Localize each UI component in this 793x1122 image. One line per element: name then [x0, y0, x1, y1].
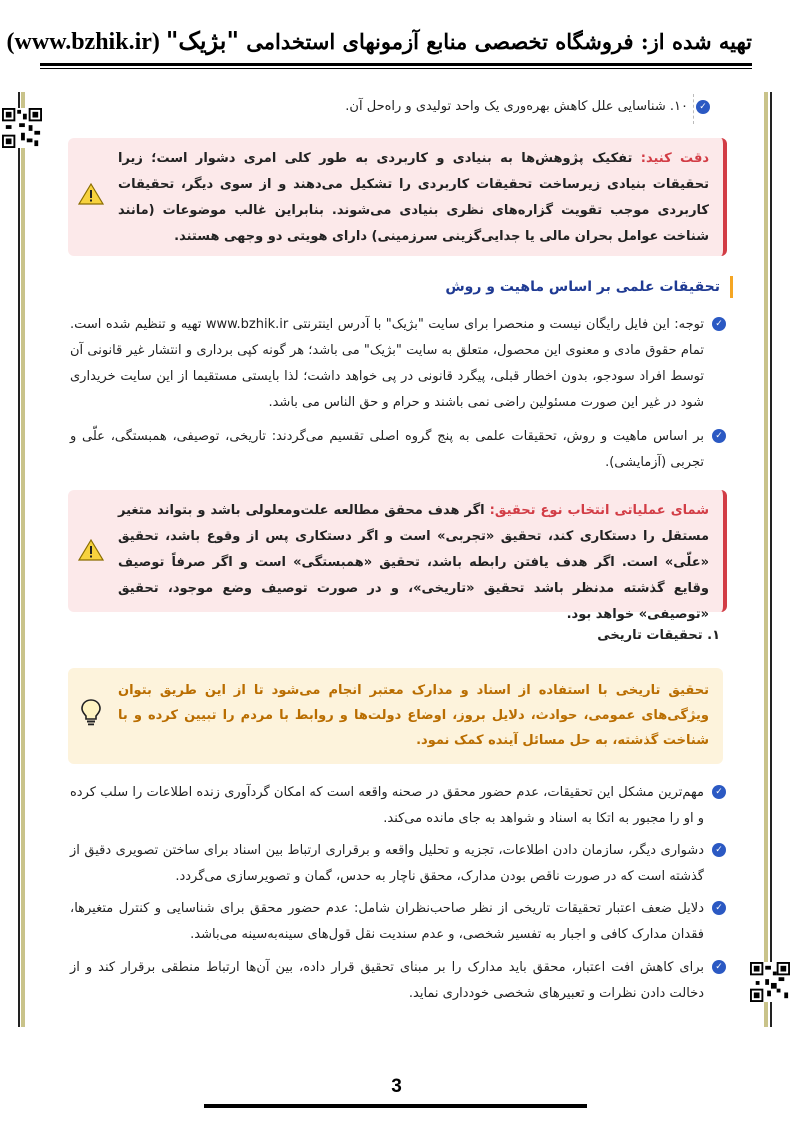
list-item: [70, 312, 726, 416]
warning-body: تفکیک پژوهش‌ها به بنیادی و کاربردی به طور کلی امری دشوار است؛ زیرا تحقیقات بنیادی زیرساخت تحقیقات کاربردی را تشکیل می‌دهند و از سوی دیگر، تحقیقات کاربردی موجب تقویت گزاره‌های نظری بنیادی می‌شوند. بنابراین غالب موضوعات (مانند شناخت عوامل بحران مالی یا جدایی‌گزینی سرزمینی) دارای هویتی دو وجهی هستند.: [118, 151, 709, 244]
left-margin-line: [18, 92, 20, 1027]
warning-label: شمای عملیاتی انتخاب نوع تحقیق:: [489, 503, 709, 518]
right-margin-line: [770, 92, 772, 1027]
list-item-text: بر اساس ماهیت و روش، تحقیقات علمی به پنج گروه اصلی تقسیم می‌گردند: تاریخی، توصیفی، همبستگی، علّی و تجربی (آزمایشی).: [70, 429, 704, 470]
list-item: [70, 896, 726, 948]
section-title: تحقیقات علمی بر اساس ماهیت و روش: [200, 276, 733, 298]
warning-box: [68, 490, 727, 622]
list-item: [70, 424, 726, 476]
warning-icon: [78, 182, 104, 206]
warning-label: دقت کنید:: [640, 151, 710, 166]
header-rule: [40, 63, 752, 66]
qr-code-icon: [750, 962, 790, 1002]
lightbulb-icon: [80, 698, 102, 726]
list-item-text: دلایل ضعف اعتبار تحقیقات تاریخی از نظر صاحب‌نظران شامل: عدم حضور محقق برای شناسایی و کنترل متغیرها، فقدان مدارک کافی و اجبار به تفسیر شخصی، و عدم سندیت نقل قول‌های سینه‌به‌سینه می‌باشد.: [70, 901, 704, 942]
page-number: 3: [391, 1076, 402, 1097]
right-margin-bar: [764, 92, 768, 1027]
check-icon: ✓: [696, 100, 710, 114]
header-url: (www.bzhik.ir): [6, 29, 166, 55]
header-prefix: تهیه شده از: فروشگاه تخصصی منابع آزمونهای استخدامی: [238, 29, 752, 54]
footer-rule: [204, 1104, 587, 1108]
list-item-text: برای کاهش افت اعتبار، محقق باید مدارک را بر مبنای تحقیق قرار داده، بین آن‌ها ارتباط منطقی برقرار کند و از دخالت دادن نظرات و تعبیرهای شخصی خودداری نماید.: [70, 960, 704, 1001]
list-item-text: ۱۰. شناسایی علل کاهش بهره‌وری یک واحد تولیدی و راه‌حل آن.: [345, 99, 688, 114]
list-item: [70, 955, 726, 1007]
header-rule-thin: [40, 68, 752, 69]
list-item: [70, 838, 726, 890]
check-icon: ✓: [712, 429, 726, 443]
check-icon: ✓: [712, 960, 726, 974]
check-icon: ✓: [712, 843, 726, 857]
warning-box: [68, 138, 727, 256]
warning-body: اگر هدف محقق مطالعه علت‌ومعلولی باشد و بتواند متغیر مستقل را دستکاری کند، تحقیق «تجربی» است و اگر دستکاری پس از وقوع باشد، تحقیق «علّی» است. اگر هدف یافتن رابطه باشد، تحقیق «همبستگی» است و اگر صرفاً توصیف وقایع گذشته مدنظر باشد تحقیق «تاریخی»، و در صورت توصیف وضع موجود، تحقیق «توصیفی» خواهد بود.: [118, 503, 709, 622]
list-item-text: توجه: این فایل رایگان نیست و منحصرا برای سایت "بژیک" با آدرس اینترنتی www.bzhik.ir تهیه و تنظیم شده است. تمام حقوق مادی و معنوی این محصول، متعلق به سایت "بژیک" می باشد؛ هر گونه کپی برداری و انتشار غیر قانونی آن توسط افراد سودجو، بدون اخطار قبلی، پیگرد قانونی در پی خواهد داشت؛ لذا بایستی مستقیما از این سایت خریداری شود در غیر این صورت مسئولین راضی نمی باشند و حرام و حق الناس می باشد.: [70, 317, 704, 410]
tip-box: [68, 668, 723, 764]
warning-text: [118, 146, 709, 250]
check-icon: ✓: [712, 317, 726, 331]
subsection-title: ۱. تحقیقات تاریخی: [597, 628, 720, 643]
page-header: [6, 26, 752, 60]
qr-code-icon: [2, 108, 42, 148]
check-icon: ✓: [712, 901, 726, 915]
warning-icon: [78, 538, 104, 562]
header-brand: "بژیک": [165, 26, 239, 55]
list-item-text: مهم‌ترین مشکل این تحقیقات، عدم حضور محقق در صحنه واقعه است که امکان گردآوری زنده اطلاعات را سلب کرده و او را مجبور به اتکا به اسناد و شواهد به جای مانده می‌کند.: [70, 785, 704, 826]
list-item: [300, 96, 710, 118]
list-item-text: دشواری دیگر، سازمان دادن اطلاعات، تجزیه و تحلیل واقعه و برقراری ارتباط بین اسناد برای ساختن تصویری دقیق از گذشته است که در صورت ناقص بودن مدارک، محقق ناچار به حدس، گمان و تصویرسازی می‌گردد.: [70, 843, 704, 884]
check-icon: ✓: [712, 785, 726, 799]
list-item: [70, 780, 726, 832]
tip-text: تحقیق تاریخی با استفاده از اسناد و مدارک معتبر انجام می‌شود تا از این طریق بتوان ویژگی‌های عمومی، حوادث، دلایل بروز، اوضاع دولت‌ها و روابط با مردم را تبیین کرده و با شناخت گذشته، به حل مسائل آینده کمک نمود.: [118, 683, 709, 748]
left-margin-bar: [21, 92, 25, 1027]
warning-text: [118, 498, 709, 628]
